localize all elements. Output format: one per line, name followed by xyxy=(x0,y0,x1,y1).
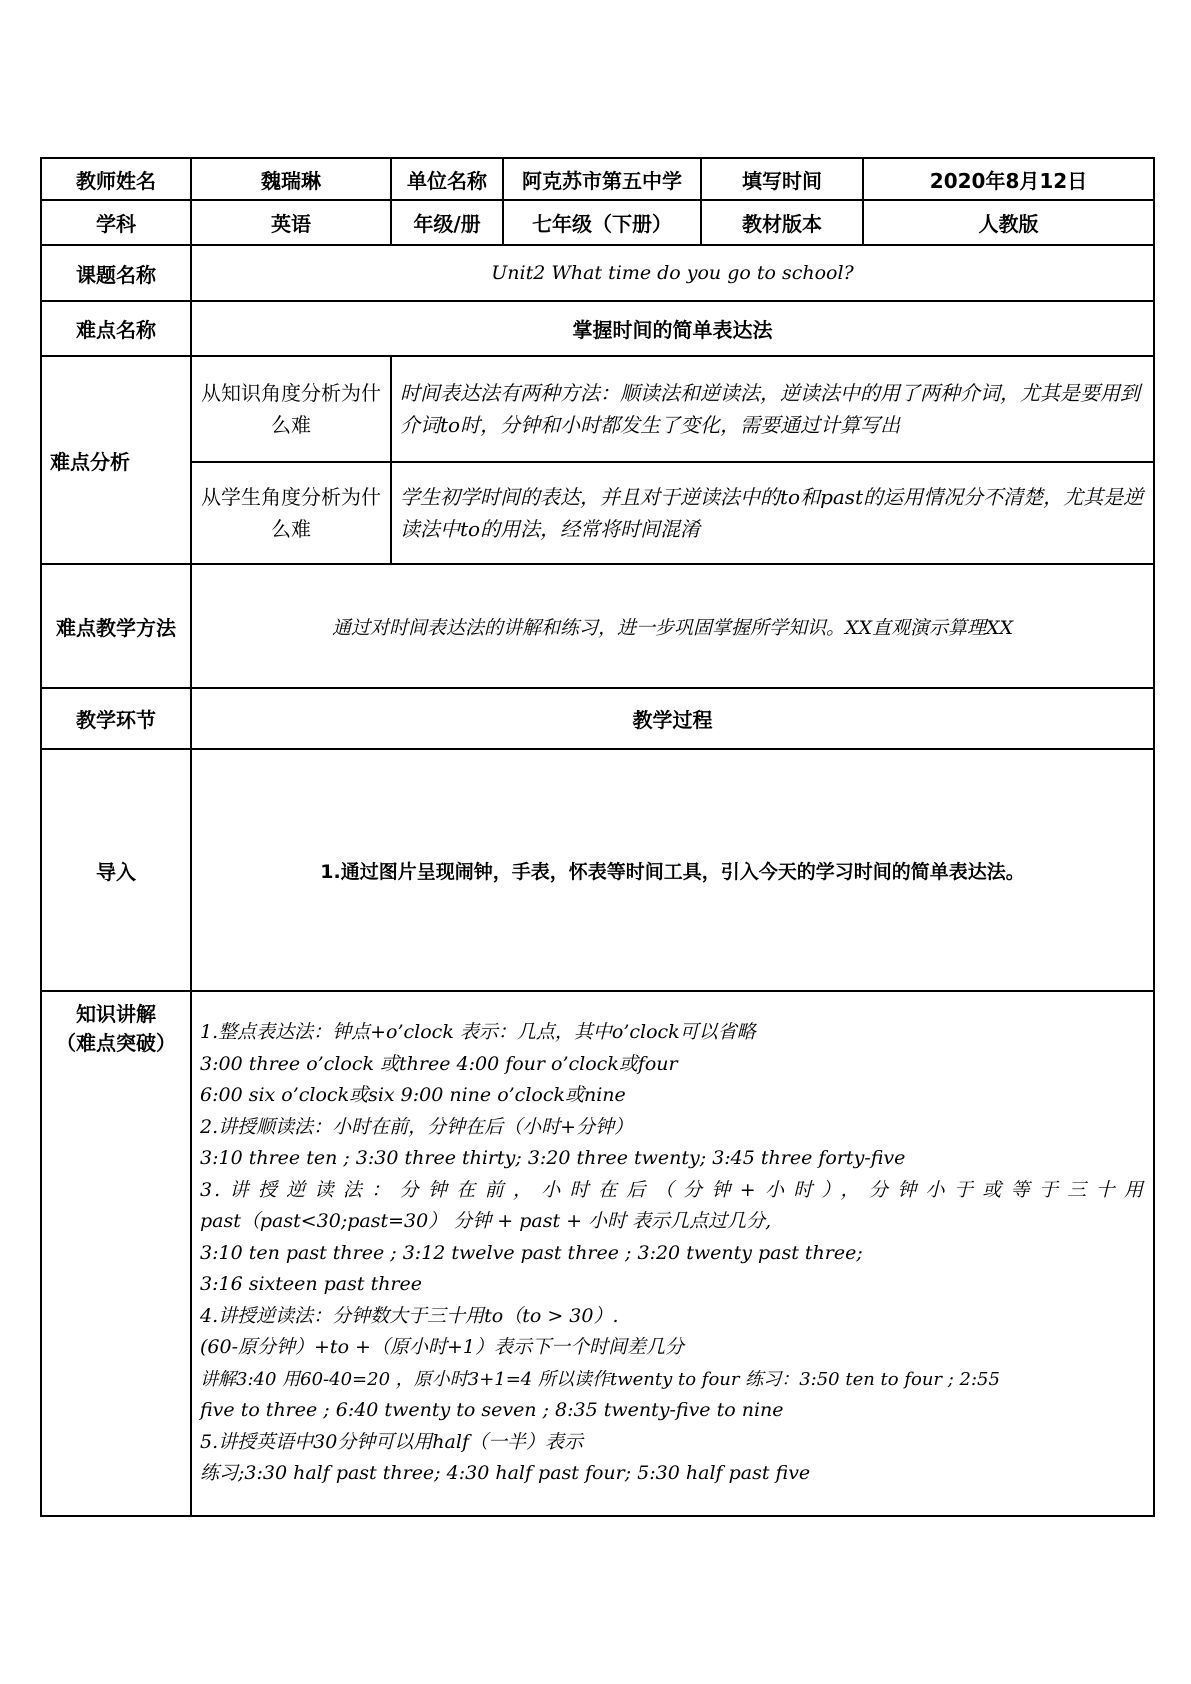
knowledge-line-5: 3:10 three ten ; 3:30 three thirty; 3:20 three twenty; 3:45 three forty-five xyxy=(200,1147,906,1170)
knowledge-line-6: 3.讲授逆读法：分钟在前，小时在后（分钟+小时），分钟小于或等于三十用 xyxy=(200,1178,1145,1201)
knowledge-label xyxy=(41,991,191,1516)
knowledge-content xyxy=(191,991,1154,1516)
teacher-value: 魏瑞琳 xyxy=(191,158,391,200)
knowledge-line-8: 3:10 ten past three ; 3:12 twelve past three ; 3:20 twenty past three; xyxy=(200,1241,863,1264)
knowledge-label-line-1: 知识讲解 xyxy=(76,1002,156,1026)
knowledge-line-9: 3:16 sixteen past three xyxy=(200,1273,423,1296)
process-label: 教学过程 xyxy=(191,688,1154,749)
knowledge-label-line-2: （难点突破） xyxy=(56,1031,176,1055)
knowledge-row xyxy=(41,991,1154,1516)
method-label: 难点教学方法 xyxy=(41,564,191,688)
analysis-student-row xyxy=(41,462,1154,564)
grade-label: 年级/册 xyxy=(391,200,503,245)
knowledge-line-10: 4.讲授逆读法：分钟数大于三十用to（to > 30）. xyxy=(200,1304,619,1327)
topic-label: 课题名称 xyxy=(41,245,191,301)
grade-value: 七年级（下册） xyxy=(503,200,701,245)
intro-row xyxy=(41,749,1154,991)
knowledge-line-13: five to three ; 6:40 twenty to seven ; 8:35 twenty-five to nine xyxy=(200,1399,784,1422)
analysis-label: 难点分析 xyxy=(41,356,191,564)
knowledge-line-4: 2.讲授顺读法：小时在前，分钟在后（小时+分钟） xyxy=(200,1115,634,1138)
stage-label: 教学环节 xyxy=(41,688,191,749)
subject-value: 英语 xyxy=(191,200,391,245)
knowledge-line-2: 3:00 three o’clock 或three 4:00 four o’clock或four xyxy=(200,1052,678,1075)
date-label: 填写时间 xyxy=(701,158,863,200)
topic-row xyxy=(41,245,1154,301)
difficulty-row xyxy=(41,301,1154,356)
edition-value: 人教版 xyxy=(863,200,1154,245)
intro-label: 导入 xyxy=(41,749,191,991)
knowledge-line-15: 练习;3:30 half past three; 4:30 half past four; 5:30 half past five xyxy=(200,1462,811,1485)
knowledge-line-11: (60-原分钟）+to +（原小时+1）表示下一个时间差几分 xyxy=(200,1336,684,1359)
student-angle-text: 学生初学时间的表达，并且对于逆读法中的to和past的运用情况分不清楚，尤其是逆读法中to的用法，经常将时间混淆 xyxy=(391,462,1154,564)
difficulty-label: 难点名称 xyxy=(41,301,191,356)
lesson-plan-table xyxy=(40,157,1155,1517)
knowledge-angle-label: 从知识角度分析为什么难 xyxy=(191,356,391,462)
knowledge-line-12: 讲解3:40 用60-40=20 ，原小时3+1=4 所以读作twenty to four 练习：3:50 ten to four ; 2:55 xyxy=(200,1368,1000,1390)
info-row-2 xyxy=(41,200,1154,245)
info-row-1 xyxy=(41,158,1154,200)
knowledge-line-3: 6:00 six o’clock或six 9:00 nine o’clock或nine xyxy=(200,1084,626,1107)
student-angle-label: 从学生角度分析为什么难 xyxy=(191,462,391,564)
edition-label: 教材版本 xyxy=(701,200,863,245)
teacher-label: 教师姓名 xyxy=(41,158,191,200)
knowledge-line-1: 1.整点表达法：钟点+o’clock 表示：几点，其中o’clock可以省略 xyxy=(200,1021,756,1044)
topic-value: Unit2 What time do you go to school? xyxy=(191,245,1154,301)
date-value: 2020年8月12日 xyxy=(863,158,1154,200)
unit-value: 阿克苏市第五中学 xyxy=(503,158,701,200)
knowledge-angle-text: 时间表达法有两种方法：顺读法和逆读法，逆读法中的用了两种介词，尤其是要用到介词to时，分钟和小时都发生了变化，需要通过计算写出 xyxy=(391,356,1154,462)
subject-label: 学科 xyxy=(41,200,191,245)
intro-text: 1.通过图片呈现闹钟，手表，怀表等时间工具，引入今天的学习时间的简单表达法。 xyxy=(191,749,1154,991)
process-header-row xyxy=(41,688,1154,749)
knowledge-line-7: past（past<30;past=30） 分钟 + past + 小时 表示几点过几分, xyxy=(200,1210,772,1233)
analysis-knowledge-row xyxy=(41,356,1154,462)
method-row xyxy=(41,564,1154,688)
method-text: 通过对时间表达法的讲解和练习，进一步巩固掌握所学知识。XX直观演示算理XX xyxy=(191,564,1154,688)
unit-label: 单位名称 xyxy=(391,158,503,200)
difficulty-value: 掌握时间的简单表达法 xyxy=(191,301,1154,356)
knowledge-line-14: 5.讲授英语中30分钟可以用half（一半）表示 xyxy=(200,1430,583,1453)
